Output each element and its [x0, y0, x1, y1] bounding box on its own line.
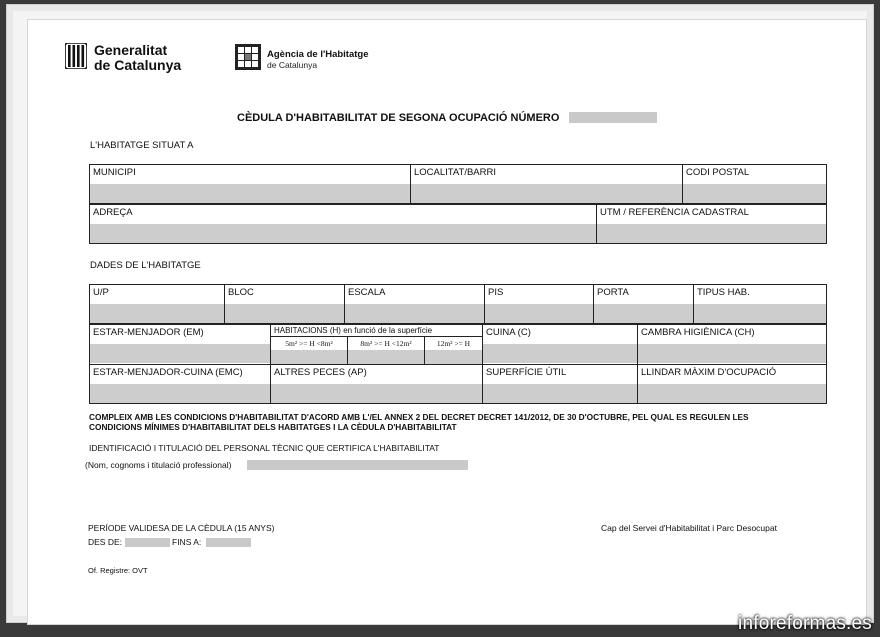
document-title: CÈDULA D'HABITABILITAT DE SEGONA OCUPACIÓ NÚMERO	[237, 112, 560, 124]
pis-field	[485, 285, 594, 324]
surfaces-table	[89, 364, 827, 404]
redacted-date-to	[206, 538, 251, 547]
altres-label: ALTRES PECES (AP)	[274, 367, 367, 378]
altres-value	[271, 384, 482, 403]
bloc-field	[225, 285, 345, 324]
cambra-label: CAMBRA HIGIÈNICA (CH)	[641, 327, 755, 338]
localitat-label: LOCALITAT/BARRI	[414, 167, 496, 178]
redacted-technician	[247, 460, 468, 470]
agencia-name-line1: Agència de l'Habitatge	[267, 49, 369, 60]
address-table	[89, 204, 827, 244]
dwelling-id-table	[89, 284, 827, 324]
porta-label: PORTA	[597, 287, 629, 298]
generalitat-name-line1: Generalitat	[94, 42, 168, 58]
utm-label: UTM / REFERÈNCIA CADASTRAL	[600, 207, 749, 218]
adreca-label: ADREÇA	[93, 207, 133, 218]
escala-value	[345, 304, 484, 323]
emc-label: ESTAR-MENJADOR-CUINA (EMC)	[93, 367, 243, 378]
adreca-field	[90, 205, 597, 244]
pis-label: PIS	[488, 287, 504, 298]
cuina-value	[483, 344, 637, 363]
validity-heading: PERÍODE VALIDESA DE LA CÈDULA (15 ANYS)	[88, 523, 275, 533]
section-dwelling-heading: DADES DE L'HABITATGE	[90, 260, 201, 271]
utm-field	[597, 205, 827, 244]
emc-field	[90, 365, 271, 404]
compliance-statement	[89, 412, 789, 432]
tipus-value	[694, 304, 826, 323]
tipus-field	[694, 285, 827, 324]
codi-postal-label: CODI POSTAL	[686, 167, 750, 178]
codi-postal-field	[683, 165, 827, 204]
section-location-heading: L'HABITATGE SITUAT A	[90, 140, 194, 151]
superficie-field	[483, 365, 638, 404]
llindar-field	[638, 365, 827, 404]
superficie-label: SUPERFÍCIE ÚTIL	[486, 367, 567, 378]
cuina-label: CUINA (C)	[486, 327, 531, 338]
superficie-value	[483, 384, 637, 403]
municipi-label: MUNICIPI	[93, 167, 136, 178]
registry-note: Of. Registre: OVT	[88, 566, 148, 575]
adreca-value	[90, 224, 596, 243]
redacted-date-from	[125, 538, 170, 547]
compliance-line-2: CONDICIONS MÍNIMES D'HABITABILITAT DELS HABITATGES I LA CÈDULA D'HABITABILITAT	[89, 422, 457, 432]
cuina-field	[483, 325, 638, 365]
llindar-label: LLINDAR MÀXIM D'OCUPACIÓ	[641, 367, 777, 378]
bloc-value	[225, 304, 344, 323]
cambra-value	[638, 344, 826, 363]
estar-menjador-value	[90, 344, 270, 363]
agencia-grid-icon	[235, 44, 261, 70]
tipus-label: TIPUS HAB.	[697, 287, 750, 298]
estar-menjador-label: ESTAR-MENJADOR (EM)	[93, 327, 204, 338]
habitacions-size-headers	[271, 336, 482, 350]
agencia-name-line2: de Catalunya	[267, 60, 318, 70]
porta-field	[594, 285, 694, 324]
habitacions-values	[271, 350, 482, 364]
fins-a-label: FINS A:	[172, 537, 202, 547]
utm-value	[597, 224, 826, 243]
porta-value	[594, 304, 693, 323]
habitacions-size-3: 12m² >= H	[436, 339, 471, 348]
municipi-value	[90, 184, 410, 203]
location-table	[89, 164, 827, 204]
pis-value	[485, 304, 593, 323]
localitat-field	[411, 165, 683, 204]
escala-label: ESCALA	[348, 287, 386, 298]
technician-name-label: (Nom, cognoms i titulació professional)	[85, 460, 232, 470]
emc-value	[90, 384, 270, 403]
habitacions-value-3	[425, 350, 482, 364]
redacted-number	[569, 112, 657, 123]
habitacions-label: HABITACIONS (H) en funció de la superfície	[274, 326, 433, 335]
up-field	[90, 285, 225, 324]
habitacions-value-2	[348, 350, 425, 364]
bloc-label: BLOC	[228, 287, 254, 298]
cambra-field	[638, 325, 827, 365]
document-page	[27, 19, 867, 625]
rooms-table	[89, 324, 827, 365]
escala-field	[345, 285, 485, 324]
habitacions-size-1: 5m² >= H <8m²	[271, 337, 348, 350]
estar-menjador-field	[90, 325, 271, 365]
technician-heading: IDENTIFICACIÓ I TITULACIÓ DEL PERSONAL TÈCNIC QUE CERTIFICA L'HABITABILITAT	[89, 443, 440, 453]
habitacions-field	[271, 325, 483, 365]
habitacions-value-1	[271, 350, 348, 364]
localitat-value	[411, 184, 682, 203]
municipi-field	[90, 165, 411, 204]
llindar-value	[638, 384, 826, 403]
codi-postal-value	[683, 184, 826, 203]
altres-field	[271, 365, 483, 404]
watermark-text: inforeformas.es	[738, 613, 872, 634]
signatory-title: Cap del Servei d'Habitabilitat i Parc Desocupat	[601, 523, 777, 533]
habitacions-size-2: 8m² >= H <12m²	[348, 337, 425, 350]
compliance-line-1: COMPLEIX AMB LES CONDICIONS D'HABITABILITAT D'ACORD AMB L'/EL ANNEX 2 DEL DECRET DECRET 141/2012, DE 30 D'OCTUBRE, PEL QUAL ES REGULEN LES	[89, 412, 749, 422]
document-frame	[6, 4, 874, 623]
des-de-label: DES DE:	[88, 537, 123, 547]
up-value	[90, 304, 224, 323]
up-label: U/P	[93, 287, 109, 298]
generalitat-emblem-icon	[65, 43, 87, 69]
generalitat-name-line2: de Catalunya	[94, 57, 182, 73]
